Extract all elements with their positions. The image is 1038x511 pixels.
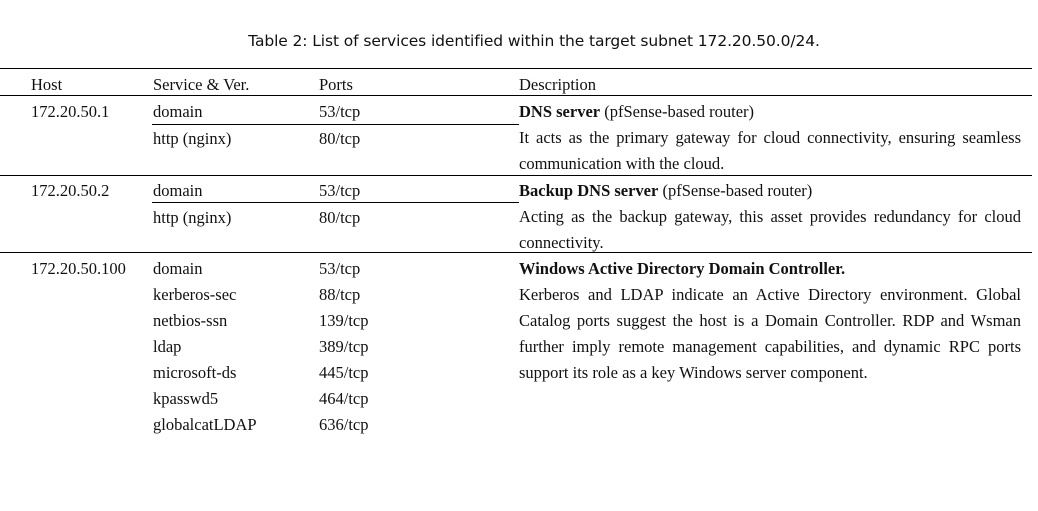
header-ports: Ports	[319, 75, 353, 94]
description-title-line	[519, 178, 1021, 204]
description-text: Kerberos and LDAP indicate an Active Directory environment. Global Catalog ports suggest the host is a Domain Controller. RDP and Wsman further imply remote management capabilities, and dynamic RPC ports support its role as a key Windows server component.	[519, 285, 1021, 382]
service-cell: domain	[153, 102, 203, 121]
port-cell: 80/tcp	[319, 208, 361, 227]
port-cell: 445/tcp	[319, 363, 369, 382]
description-text: It acts as the primary gateway for cloud connectivity, ensuring seamless communication with the cloud.	[519, 128, 1021, 173]
description-text: Acting as the backup gateway, this asset provides redundancy for cloud connectivity.	[519, 207, 1021, 252]
description-title: Backup DNS server	[519, 181, 659, 200]
host-cell: 172.20.50.100	[31, 259, 126, 278]
row-subrule	[152, 202, 519, 203]
service-cell: domain	[153, 259, 203, 278]
table-top-rule	[0, 68, 1032, 69]
description-title-line	[519, 99, 1021, 125]
port-cell: 80/tcp	[319, 129, 361, 148]
port-cell: 389/tcp	[319, 337, 369, 356]
port-cell: 88/tcp	[319, 285, 361, 304]
table-caption: Table 2: List of services identified within the target subnet 172.20.50.0/24.	[248, 32, 820, 50]
description-title-line	[519, 256, 1021, 282]
header-service: Service & Ver.	[153, 75, 250, 94]
header-rule	[0, 95, 1032, 96]
description-title-suffix: (pfSense-based router)	[658, 181, 813, 200]
host-cell: 172.20.50.2	[31, 181, 110, 200]
port-cell: 53/tcp	[319, 259, 361, 278]
group-rule	[0, 175, 1032, 176]
service-cell: kerberos-sec	[153, 285, 237, 304]
service-cell: microsoft-ds	[153, 363, 237, 382]
service-cell: ldap	[153, 337, 182, 356]
port-cell: 636/tcp	[319, 415, 369, 434]
description-title-suffix: (pfSense-based router)	[600, 102, 755, 121]
service-cell: domain	[153, 181, 203, 200]
description-title: Windows Active Directory Domain Controller.	[519, 259, 846, 278]
service-cell: netbios-ssn	[153, 311, 228, 330]
service-cell: http (nginx)	[153, 208, 232, 227]
service-cell: globalcatLDAP	[153, 415, 257, 434]
port-cell: 53/tcp	[319, 181, 361, 200]
port-cell: 139/tcp	[319, 311, 369, 330]
port-cell: 464/tcp	[319, 389, 369, 408]
group-rule	[0, 252, 1032, 253]
service-cell: kpasswd5	[153, 389, 219, 408]
port-cell: 53/tcp	[319, 102, 361, 121]
description-title: DNS server	[519, 102, 601, 121]
header-host: Host	[31, 75, 63, 94]
header-description: Description	[519, 75, 596, 94]
service-cell: http (nginx)	[153, 129, 232, 148]
host-cell: 172.20.50.1	[31, 102, 110, 121]
row-subrule	[152, 124, 519, 125]
